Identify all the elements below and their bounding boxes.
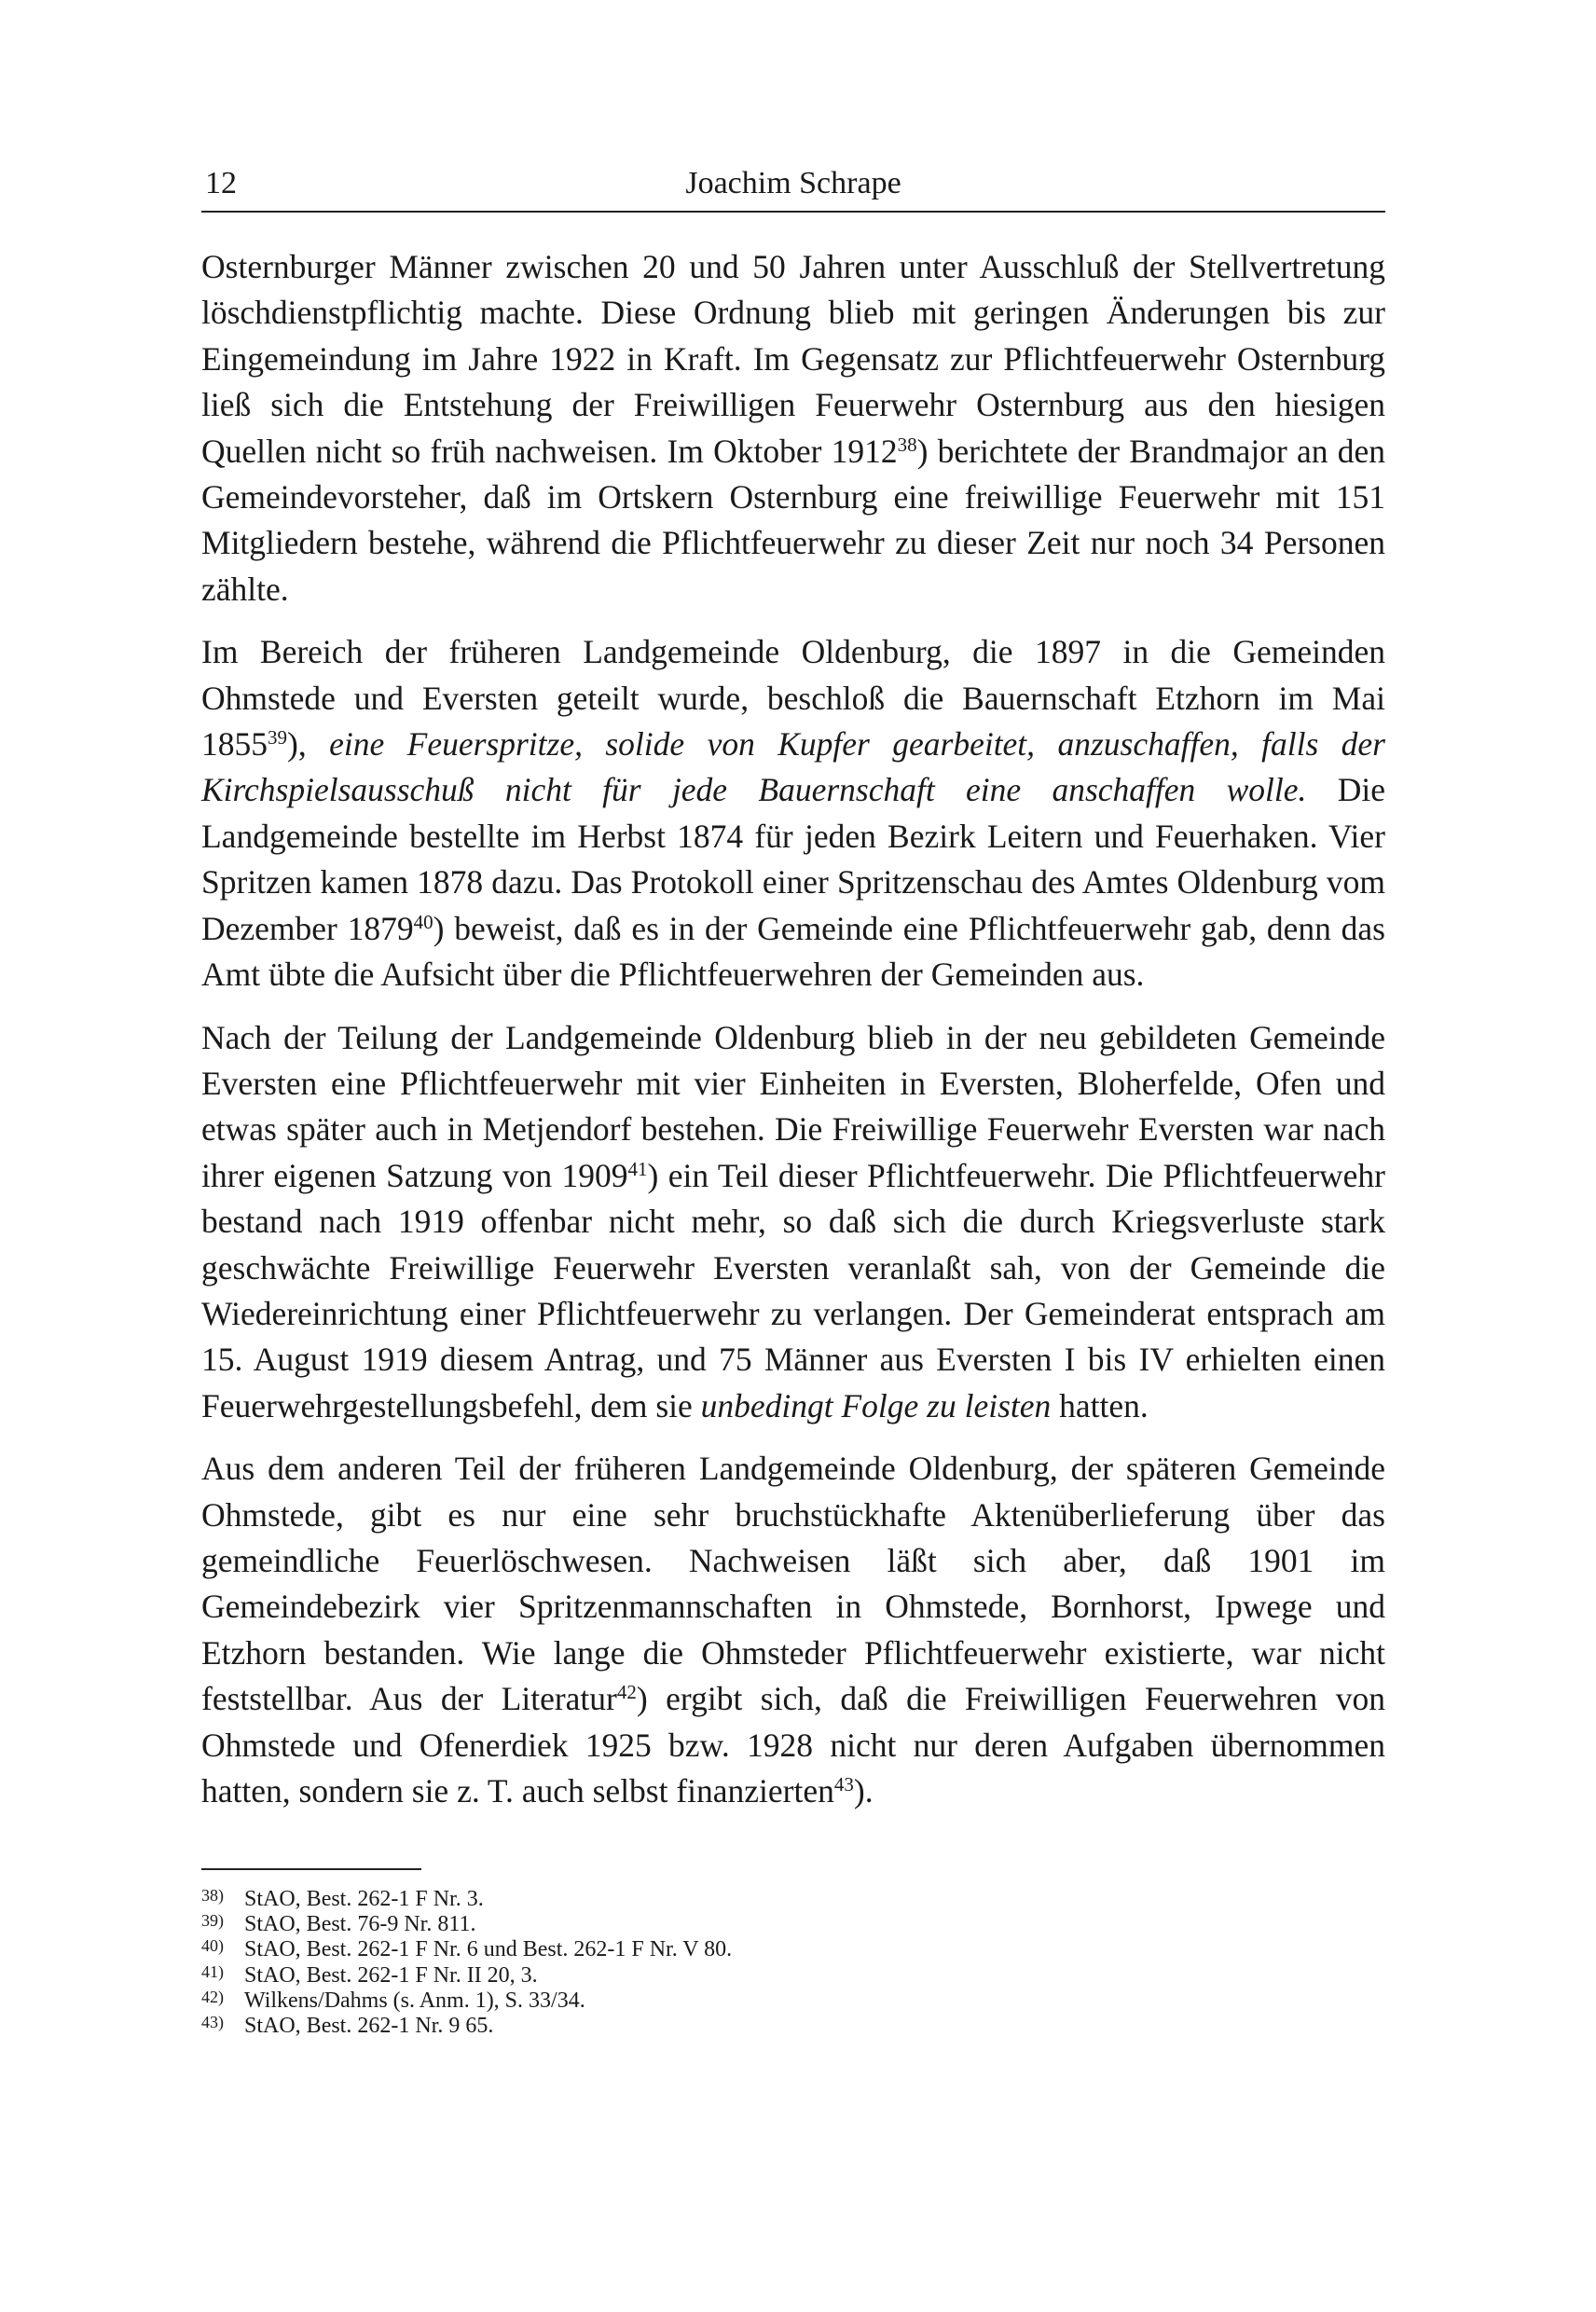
text-run: ) ein Teil dieser Pflichtfeuerwehr. Die Pflichtfeuerwehr bestand nach 1919 offenbar nicht mehr, so daß sich die durch Kriegsverluste stark geschwächte Freiwillige Feuerwehr Eversten veranlaßt sah, von der Gemeinde die Wiedereinrichtung einer Pflichtfeuerwehr zu verlangen. Der Gemeinderat entsprach am 15. August 1919 diesem Antrag, und 75 Männer aus Eversten I bis IV erhielten einen Feuerwehrgestellungsbefehl, dem sie bbox=[201, 1156, 1385, 1424]
text-run: Im Bereich der früheren Landgemeinde Oldenburg, die 1897 in die Gemeinden Ohmstede und Eversten geteilt wurde, beschloß die Bauernschaft Etzhorn im Mai 1855 bbox=[201, 633, 1385, 764]
paragraph bbox=[201, 244, 1385, 612]
text-run: ) berichtete der Brandmajor an den Gemeindevorsteher, daß im Ortskern Osternburg eine freiwillige Feuerwehr mit 151 Mitgliedern bestehe, während die Pflichtfeuerwehr zu dieser Zeit nur noch 34 Personen zählte. bbox=[201, 432, 1385, 608]
footnote bbox=[201, 1989, 1040, 2014]
footnote-text: StAO, Best. 262-1 F Nr. 6 und Best. 262-1 F Nr. V 80. bbox=[244, 1937, 733, 1962]
footnote bbox=[201, 2014, 1040, 2039]
footnote-marker: 38) bbox=[201, 1886, 224, 1905]
text-run: ) ergibt sich, daß die Freiwilligen Feuerwehren von Ohmstede und Ofenerdiek 1925 bzw. 1928 nicht nur deren Aufgaben übernommen hatten, sondern sie z. T. auch selbst finanzierten bbox=[201, 1680, 1385, 1810]
text-run: ) beweist, daß es in der Gemeinde eine Pflichtfeuerwehr gab, denn das Amt übte die Aufsicht über die Pflichtfeuerwehren der Gemeinden aus. bbox=[201, 909, 1385, 994]
footnote-reference: 40 bbox=[413, 910, 433, 933]
footnote-reference: 39 bbox=[268, 726, 287, 750]
footnote-text: StAO, Best. 76-9 Nr. 811. bbox=[244, 1912, 476, 1937]
footnote-text: Wilkens/Dahms (s. Anm. 1), S. 33/34. bbox=[244, 1988, 585, 2013]
running-head bbox=[201, 157, 1385, 213]
text-run: Nach der Teilung der Landgemeinde Oldenburg blieb in der neu gebildeten Gemeinde Eversten eine Pflichtfeuerwehr mit vier Einheiten in Eversten, Bloherfelde, Ofen und etwas später auch in Metjendorf bestehen. Die Freiwillige Feuerwehr Eversten war nach ihrer eigenen Satzung von 1909 bbox=[201, 1018, 1385, 1194]
footnote-text: StAO, Best. 262-1 F Nr. II 20, 3. bbox=[244, 1962, 538, 1988]
text-run: ), bbox=[287, 725, 330, 764]
footnote-marker: 42) bbox=[201, 1987, 224, 2006]
footnote bbox=[201, 1963, 1040, 1989]
footnote-reference: 38 bbox=[897, 433, 917, 456]
footnote bbox=[201, 1912, 1040, 1937]
footnote-reference: 42 bbox=[616, 1681, 637, 1704]
footnote-marker: 43) bbox=[201, 2013, 224, 2032]
footnotes bbox=[201, 1887, 1040, 2039]
text-run: Osternburger Männer zwischen 20 und 50 Jahren unter Ausschluß der Stellvertretung löschdienstpflichtig machte. Diese Ordnung blieb mit geringen Änderungen bis zur Eingemeindung im Jahre 1922 in Kraft. Im Gegensatz zur Pflichtfeuerwehr Osternburg ließ sich die Entstehung der Freiwilligen Feuerwehr Osternburg aus den hiesigen Quellen nicht so früh nachweisen. Im Oktober 1912 bbox=[201, 248, 1385, 470]
paragraph bbox=[201, 629, 1385, 998]
page-number: 12 bbox=[205, 166, 237, 200]
footnote-text: StAO, Best. 262-1 F Nr. 3. bbox=[244, 1887, 484, 1911]
italic-quote: unbedingt Folge zu leisten bbox=[700, 1386, 1052, 1424]
body-text bbox=[201, 244, 1385, 1831]
running-title-author: Joachim Schrape bbox=[685, 166, 901, 200]
paragraph bbox=[201, 1015, 1385, 1430]
footnote-reference: 43 bbox=[833, 1773, 854, 1796]
footnote-divider bbox=[201, 1868, 421, 1870]
footnote bbox=[201, 1937, 1040, 1962]
footnote bbox=[201, 1887, 1040, 1912]
footnote-text: StAO, Best. 262-1 Nr. 9 65. bbox=[244, 2014, 494, 2039]
footnote-marker: 39) bbox=[201, 1911, 224, 1931]
text-run: hatten. bbox=[1051, 1386, 1149, 1424]
text-run: Aus dem anderen Teil der früheren Landgemeinde Oldenburg, der späteren Gemeinde Ohmstede, gibt es nur eine sehr bruchstückhafte Aktenüberlieferung über das gemeindliche Feuerlöschwesen. Nachweisen läßt sich aber, daß 1901 im Gemeindebezirk vier Spritzenmannschaften in Ohmstede, Bornhorst, Ipwege und Etzhorn bestanden. Wie lange die Ohmsteder Pflichtfeuerwehr existierte, war nicht feststellbar. Aus der Literatur bbox=[201, 1450, 1385, 1718]
paragraph bbox=[201, 1446, 1385, 1814]
footnote-marker: 41) bbox=[201, 1961, 224, 1981]
text-run: ). bbox=[853, 1772, 874, 1810]
footnote-reference: 41 bbox=[627, 1157, 648, 1180]
footnote-marker: 40) bbox=[201, 1936, 224, 1956]
italic-quote: eine Feuerspritze, solide von Kupfer gearbeitet, anzuschaffen, falls der Kirchspielsausschuß nicht für jede Bauernschaft eine anschaffen wolle. bbox=[201, 725, 1385, 809]
text-run: Die Landgemeinde bestellte im Herbst 1874 für jeden Bezirk Leitern und Feuerhaken. Vier Spritzen kamen 1878 dazu. Das Protokoll einer Spritzenschau des Amtes Oldenburg vom Dezember 1879 bbox=[201, 771, 1385, 947]
